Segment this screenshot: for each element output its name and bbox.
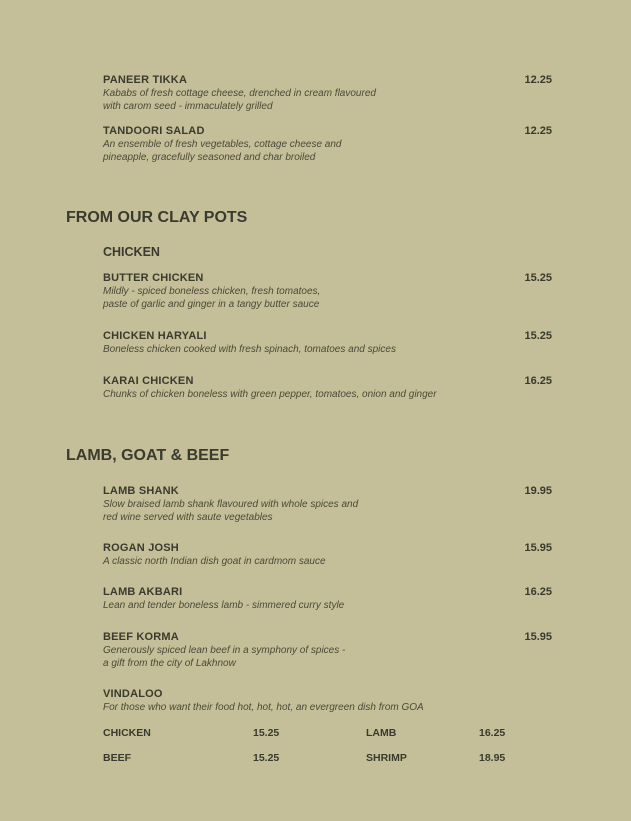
item-name: LAMB AKBARI [103,586,183,598]
item-description: Chunks of chicken boneless with green pepper, tomatoes, onion and ginger [103,389,437,400]
item-description: Generously spiced lean beef in a symphony of spices - a gift from the city of Lakhnow [103,645,346,669]
vindaloo-option-price: 18.95 [479,752,506,764]
menu-item-vindaloo [103,688,563,714]
item-name: KARAI CHICKEN [103,375,194,387]
item-description: For those who want their food hot, hot, hot, an evergreen dish from GOA [103,702,424,713]
item-description: Slow braised lamb shank flavoured with whole spices and red wine served with saute vegetables [103,499,359,523]
item-name: CHICKEN HARYALI [103,330,207,342]
item-price: 16.25 [524,586,552,598]
menu-item-rogan-josh [103,542,563,568]
menu-item-butter-chicken [103,272,563,311]
vindaloo-option-name: BEEF [103,752,132,764]
item-name: VINDALOO [103,688,163,700]
item-description: A classic north Indian dish goat in cardmom sauce [103,556,326,567]
item-price: 12.25 [524,125,552,137]
menu-item-paneer-tikka [103,74,563,113]
section-title-lamb-goat-beef: LAMB, GOAT & BEEF [66,447,230,464]
vindaloo-option-price: 15.25 [253,727,280,739]
item-price: 12.25 [524,74,552,86]
menu-item-beef-korma [103,631,563,670]
subsection-title-chicken: CHICKEN [103,245,160,259]
item-price: 15.25 [524,272,552,284]
vindaloo-option-name: LAMB [366,727,397,739]
item-price: 15.95 [524,542,552,554]
vindaloo-option-name: SHRIMP [366,752,407,764]
item-price: 16.25 [524,375,552,387]
menu-item-chicken-haryali [103,330,563,356]
section-title-clay-pots: FROM OUR CLAY POTS [66,209,248,226]
menu-item-tandoori-salad [103,125,563,164]
item-description: An ensemble of fresh vegetables, cottage cheese and pineapple, gracefully seasoned and char broiled [103,139,342,163]
item-description: Boneless chicken cooked with fresh spinach, tomatoes and spices [103,344,396,355]
item-name: ROGAN JOSH [103,542,179,554]
menu-item-karai-chicken [103,375,563,401]
item-price: 15.95 [524,631,552,643]
item-description: Kababs of fresh cottage cheese, drenched in cream flavoured with carom seed - immaculately grilled [103,88,376,112]
item-description: Mildly - spiced boneless chicken, fresh tomatoes, paste of garlic and ginger in a tangy butter sauce [103,286,321,310]
item-name: LAMB SHANK [103,485,179,497]
item-name: BUTTER CHICKEN [103,272,204,284]
menu-item-lamb-shank [103,485,563,524]
item-price: 19.95 [524,485,552,497]
vindaloo-option-name: CHICKEN [103,727,151,739]
vindaloo-option-price: 16.25 [479,727,506,739]
item-name: PANEER TIKKA [103,74,188,86]
item-description: Lean and tender boneless lamb - simmered curry style [103,600,345,611]
vindaloo-option-price: 15.25 [253,752,280,764]
item-name: BEEF KORMA [103,631,179,643]
item-price: 15.25 [524,330,552,342]
item-name: TANDOORI SALAD [103,125,205,137]
menu-item-lamb-akbari [103,586,563,612]
